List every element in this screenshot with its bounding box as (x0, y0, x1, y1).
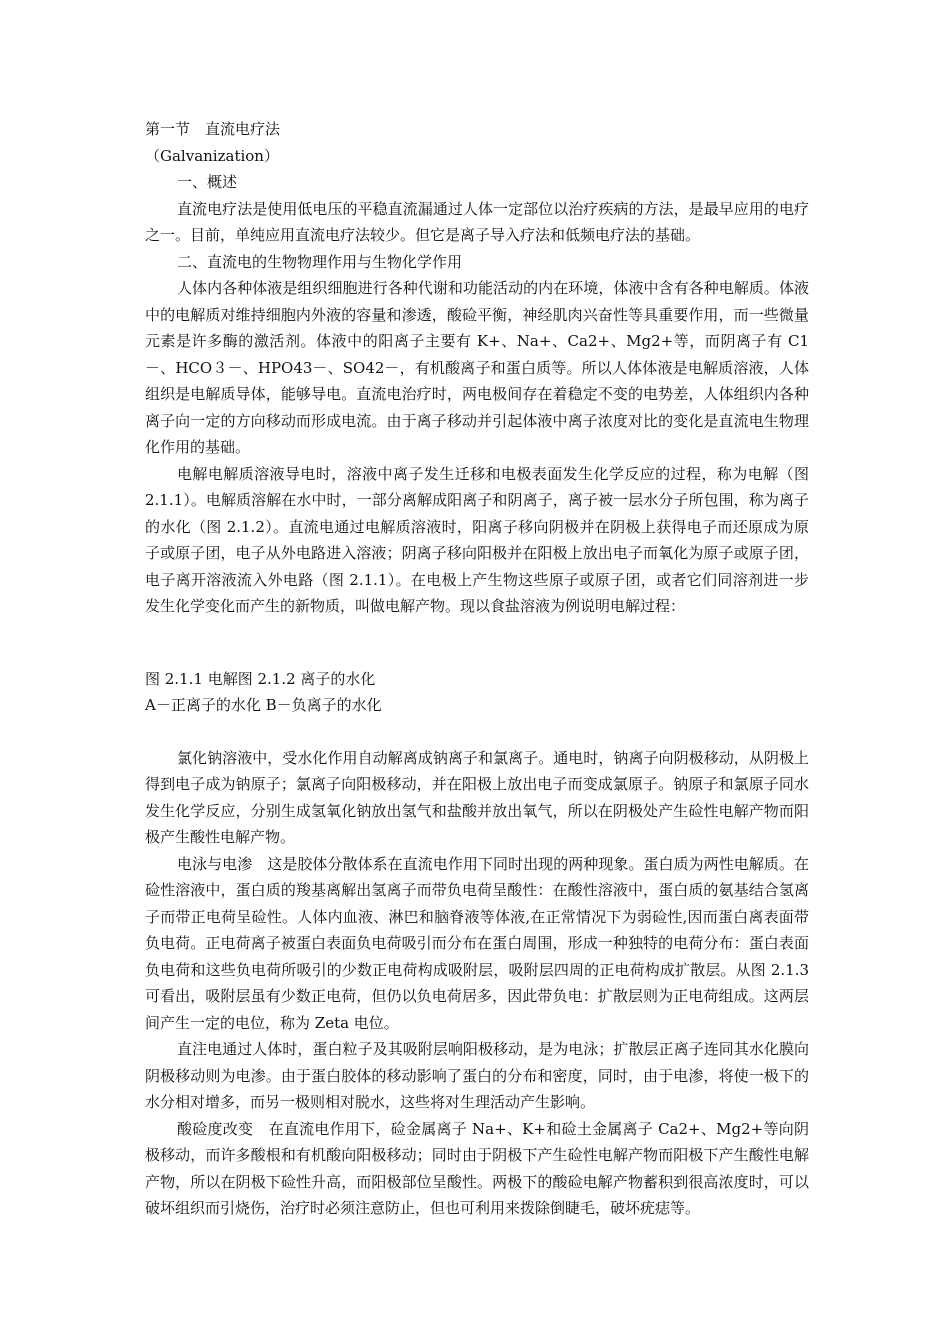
paragraph-intro: 直流电疗法是使用低电压的平稳直流漏通过人体一定部位以治疗疾病的方法，是最早应用的电疗之一。目前，单纯应用直流电疗法较少。但它是离子导入疗法和低频电疗法的基础。 (145, 199, 809, 244)
paragraph-nacl: 氯化钠溶液中，受水化作用自动解离成钠离子和氯离子。通电时，钠离子向阴极移动，从阴极上得到电子成为钠原子；氯离子向阳极移动，并在阳极上放出电子而变成氯原子。钠原子和氯原子同水发生化学反应，分别生成氢氧化钠放出氢气和盐酸并放出氧气，所以在阴极处产生硷性电解产物而阳极产生酸性电解产物。 (145, 748, 809, 846)
section-title: 第一节 直流电疗法 (145, 120, 281, 138)
paragraph-electroosmosis: 直注电通过人体时，蛋白粒子及其吸附层响阳极移动，是为电泳；扩散层正离子连同其水化膜向阴极移动则为电渗。由于蛋白胶体的移动影响了蛋白的分布和密度，同时，由于电渗，将使一极下的水分相对增多，而另一极则相对脱水，这些将对生理活动产生影响。 (145, 1040, 809, 1111)
paragraph-ph-change: 酸硷度改变 在直流电作用下，硷金属离子 Na+、K+和硷土金属离子 Ca2+、Mg2+等向阴极移动，而许多酸根和有机酸向阳极移动；同时由于阴极下产生硷性电解产物而阳极下产生酸性电解产物，所以在阴极下硷性升高，而阳极部位呈酸性。两极下的酸硷电解产物蓄积到很高浓度时，可以破坏组织而引烧伤，治疗时必须注意防止，但也可利用来拨除倒睫毛，破坏疣痣等。 (145, 1119, 809, 1217)
section-subtitle: （Galvanization） (145, 146, 279, 165)
document-page (145, 116, 809, 1222)
spacer (145, 719, 809, 745)
figure-caption-2: A－正离子的水化 B－负离子的水化 (145, 696, 382, 714)
paragraph-electrophoresis: 电泳与电渗 这是胶体分散体系在直流电作用下同时出现的两种现象。蛋白质为两性电解质。在硷性溶液中，蛋白质的羧基离解出氢离子而带负电荷呈酸性：在酸性溶液中，蛋白质的氨基结合氢离子而带正电荷呈硷性。人体内血液、淋巴和脑脊液等体液,在正常情况下为弱硷性,因而蛋白离表面带负电荷。正电荷离子被蛋白表面负电荷吸引而分布在蛋白周围，形成一种独特的电荷分布：蛋白表面负电荷和这些负电荷所吸引的少数正电荷构成吸附层，吸附层四周的正电荷构成扩散层。从图 2.1.3 可看出，吸附层虽有少数正电荷，但仍以负电荷居多，因此带负电：扩散层则为正电荷组成。这两层间产生一定的电位，称为 Zeta 电位。 (145, 854, 809, 1032)
paragraph-body-fluids: 人体内各种体液是组织细胞进行各种代谢和功能活动的内在环境，体液中含有各种电解质。体液中的电解质对维持细胞内外液的容量和渗透，酸硷平衡，神经肌肉兴奋性等具重要作用，而一些微量元素是许多酶的激活剂。体液中的阳离子主要有 K+、Na+、Ca2+、Mg2+等，而阴离子有 C1－、HCO３－、HPO43－、SO42－，有机酸离子和蛋白质等。所以人体体液是电解质溶液，人体组织是电解质导体，能够导电。直流电治疗时，两电极间存在着稳定不变的电势差，人体组织内各种离子向一定的方向移动而形成电流。由于离子移动并引起体液中离子浓度对比的变化是直流电生物理化作用的基础。 (145, 279, 809, 456)
heading-overview: 一、概述 (177, 173, 238, 191)
heading-mechanism: 二、直流电的生物物理作用与生物化学作用 (177, 252, 463, 271)
paragraph-electrolysis: 电解电解质溶液导电时，溶液中离子发生迁移和电极表面发生化学反应的过程，称为电解（图 2.1.1）。电解质溶解在水中时，一部分离解成阳离子和阴离子，离子被一层水分子所包围，称为离子的水化（图 2.1.2）。直流电通过电解质溶液时，阳离子移向阴极并在阴极上获得电子而还原成为原子或原子团，电子从外电路进入溶液；阴离子移向阳极并在阳极上放出电子而氧化为原子或原子团，电子离开溶液流入外电路（图 2.1.1）。在电极上产生物这些原子或原子团，或者它们同溶剂进一步发生化学变化而产生的新物质，叫做电解产物。现以食盐溶液为例说明电解过程： (145, 464, 809, 615)
figure-caption-1: 图 2.1.1 电解图 2.1.2 离子的水化 (145, 669, 376, 688)
figure-placeholder (145, 620, 809, 666)
